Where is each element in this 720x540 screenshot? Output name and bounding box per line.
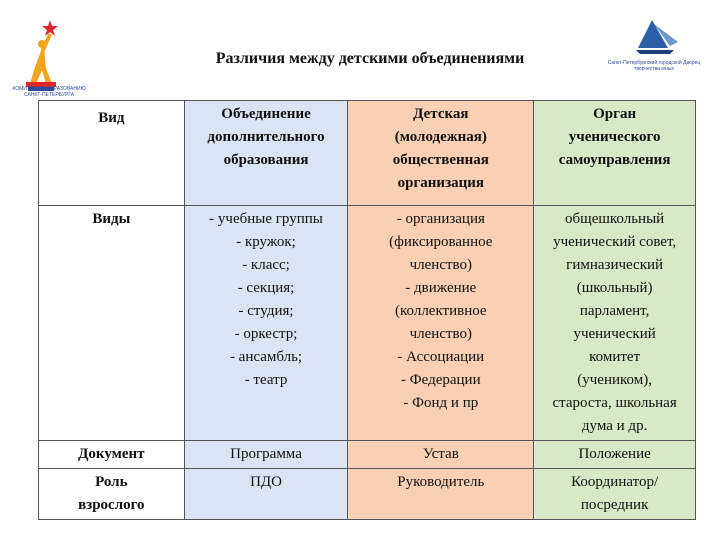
vidy-c4-item: староста, школьная [552,395,677,411]
header-c2-line: дополнительного [207,129,325,145]
vidy-c2-item: - студия; [238,303,294,319]
table-row-rol [39,469,696,520]
rol-c3: Руководитель [348,469,534,520]
row-label-rol [39,469,185,520]
header-c2-line: Объединение [221,106,311,122]
table-row-dokument [39,441,696,469]
palace-logo-caption: Санкт-Петербургский городской Дворец творчества юных [607,60,701,72]
header-student-government [534,101,696,206]
rol-c4 [534,469,696,520]
rol-c4-line: посредник [580,497,649,513]
header-c4-line: Орган [593,106,637,122]
comparison-table [38,100,696,520]
rol-c4-line: Координатор/ [571,474,659,490]
vidy-c4 [534,206,696,441]
rol-label-line: взрослого [78,497,145,513]
vidy-c3-item: (коллективное [395,303,487,319]
row-label-dokument: Документ [39,441,185,469]
vidy-c3-item: членство) [409,257,473,273]
vidy-c2-item: - ансамбль; [229,349,303,365]
rol-c2: ПДО [184,469,348,520]
vidy-c3-item: - Федерации [401,372,481,388]
vidy-c3-item: членство) [409,326,473,342]
vidy-c3-item: (фиксированное [389,234,493,250]
header-c2-line: образования [223,152,309,168]
vidy-c3-item: - организация [396,211,485,227]
header-youth-organization [348,101,534,206]
dokument-c3: Устав [348,441,534,469]
vidy-c4-item: комитет [589,349,641,365]
vidy-c3-item: - Ассоциации [397,349,485,365]
header-c3-line: организация [397,175,484,191]
vidy-c4-item: гимназический [566,257,664,273]
header-c3-line: Детская [413,106,469,122]
vidy-c3-item: - движение [405,280,477,296]
header-vid: Вид [39,101,185,206]
vidy-c4-item: ученический [573,326,656,342]
vidy-c4-item: (учеником), [577,372,652,388]
rol-label-line: Роль [95,474,128,490]
vidy-c4-item: ученический совет, [553,234,677,250]
header-c4-line: самоуправления [558,152,671,168]
vidy-c2-item: - оркестр; [234,326,298,342]
table-header-row [39,101,696,206]
vidy-c4-item: парламент, [579,303,650,319]
header-c3-line: общественная [392,152,489,168]
vidy-c3 [348,206,534,441]
vidy-c2-item: - учебные группы [209,211,323,227]
vidy-c2 [184,206,348,441]
vidy-c2-item: - класс; [242,257,290,273]
page-title: Различия между детскими объединениями [215,50,525,67]
vidy-c3-item: - Фонд и пр [403,395,479,411]
vidy-c2-item: - театр [244,372,288,388]
dokument-c2: Программа [184,441,348,469]
row-label-vidy: Виды [39,206,185,441]
header-c3-line: (молодежная) [394,129,487,145]
committee-logo-caption: КОМИТЕТ ПО ОБРАЗОВАНИЮ САНКТ-ПЕТЕРБУРГА [12,86,86,98]
vidy-c4-item: общешкольный [565,211,665,227]
header-c4-line: ученического [568,129,661,145]
dokument-c4: Положение [534,441,696,469]
vidy-c4-item: (школьный) [576,280,653,296]
vidy-c4-item: дума и др. [581,418,648,434]
vidy-c2-item: - секция; [237,280,295,296]
vidy-c2-item: - кружок; [236,234,296,250]
header-additional-education [184,101,348,206]
table-row-vidy [39,206,696,441]
